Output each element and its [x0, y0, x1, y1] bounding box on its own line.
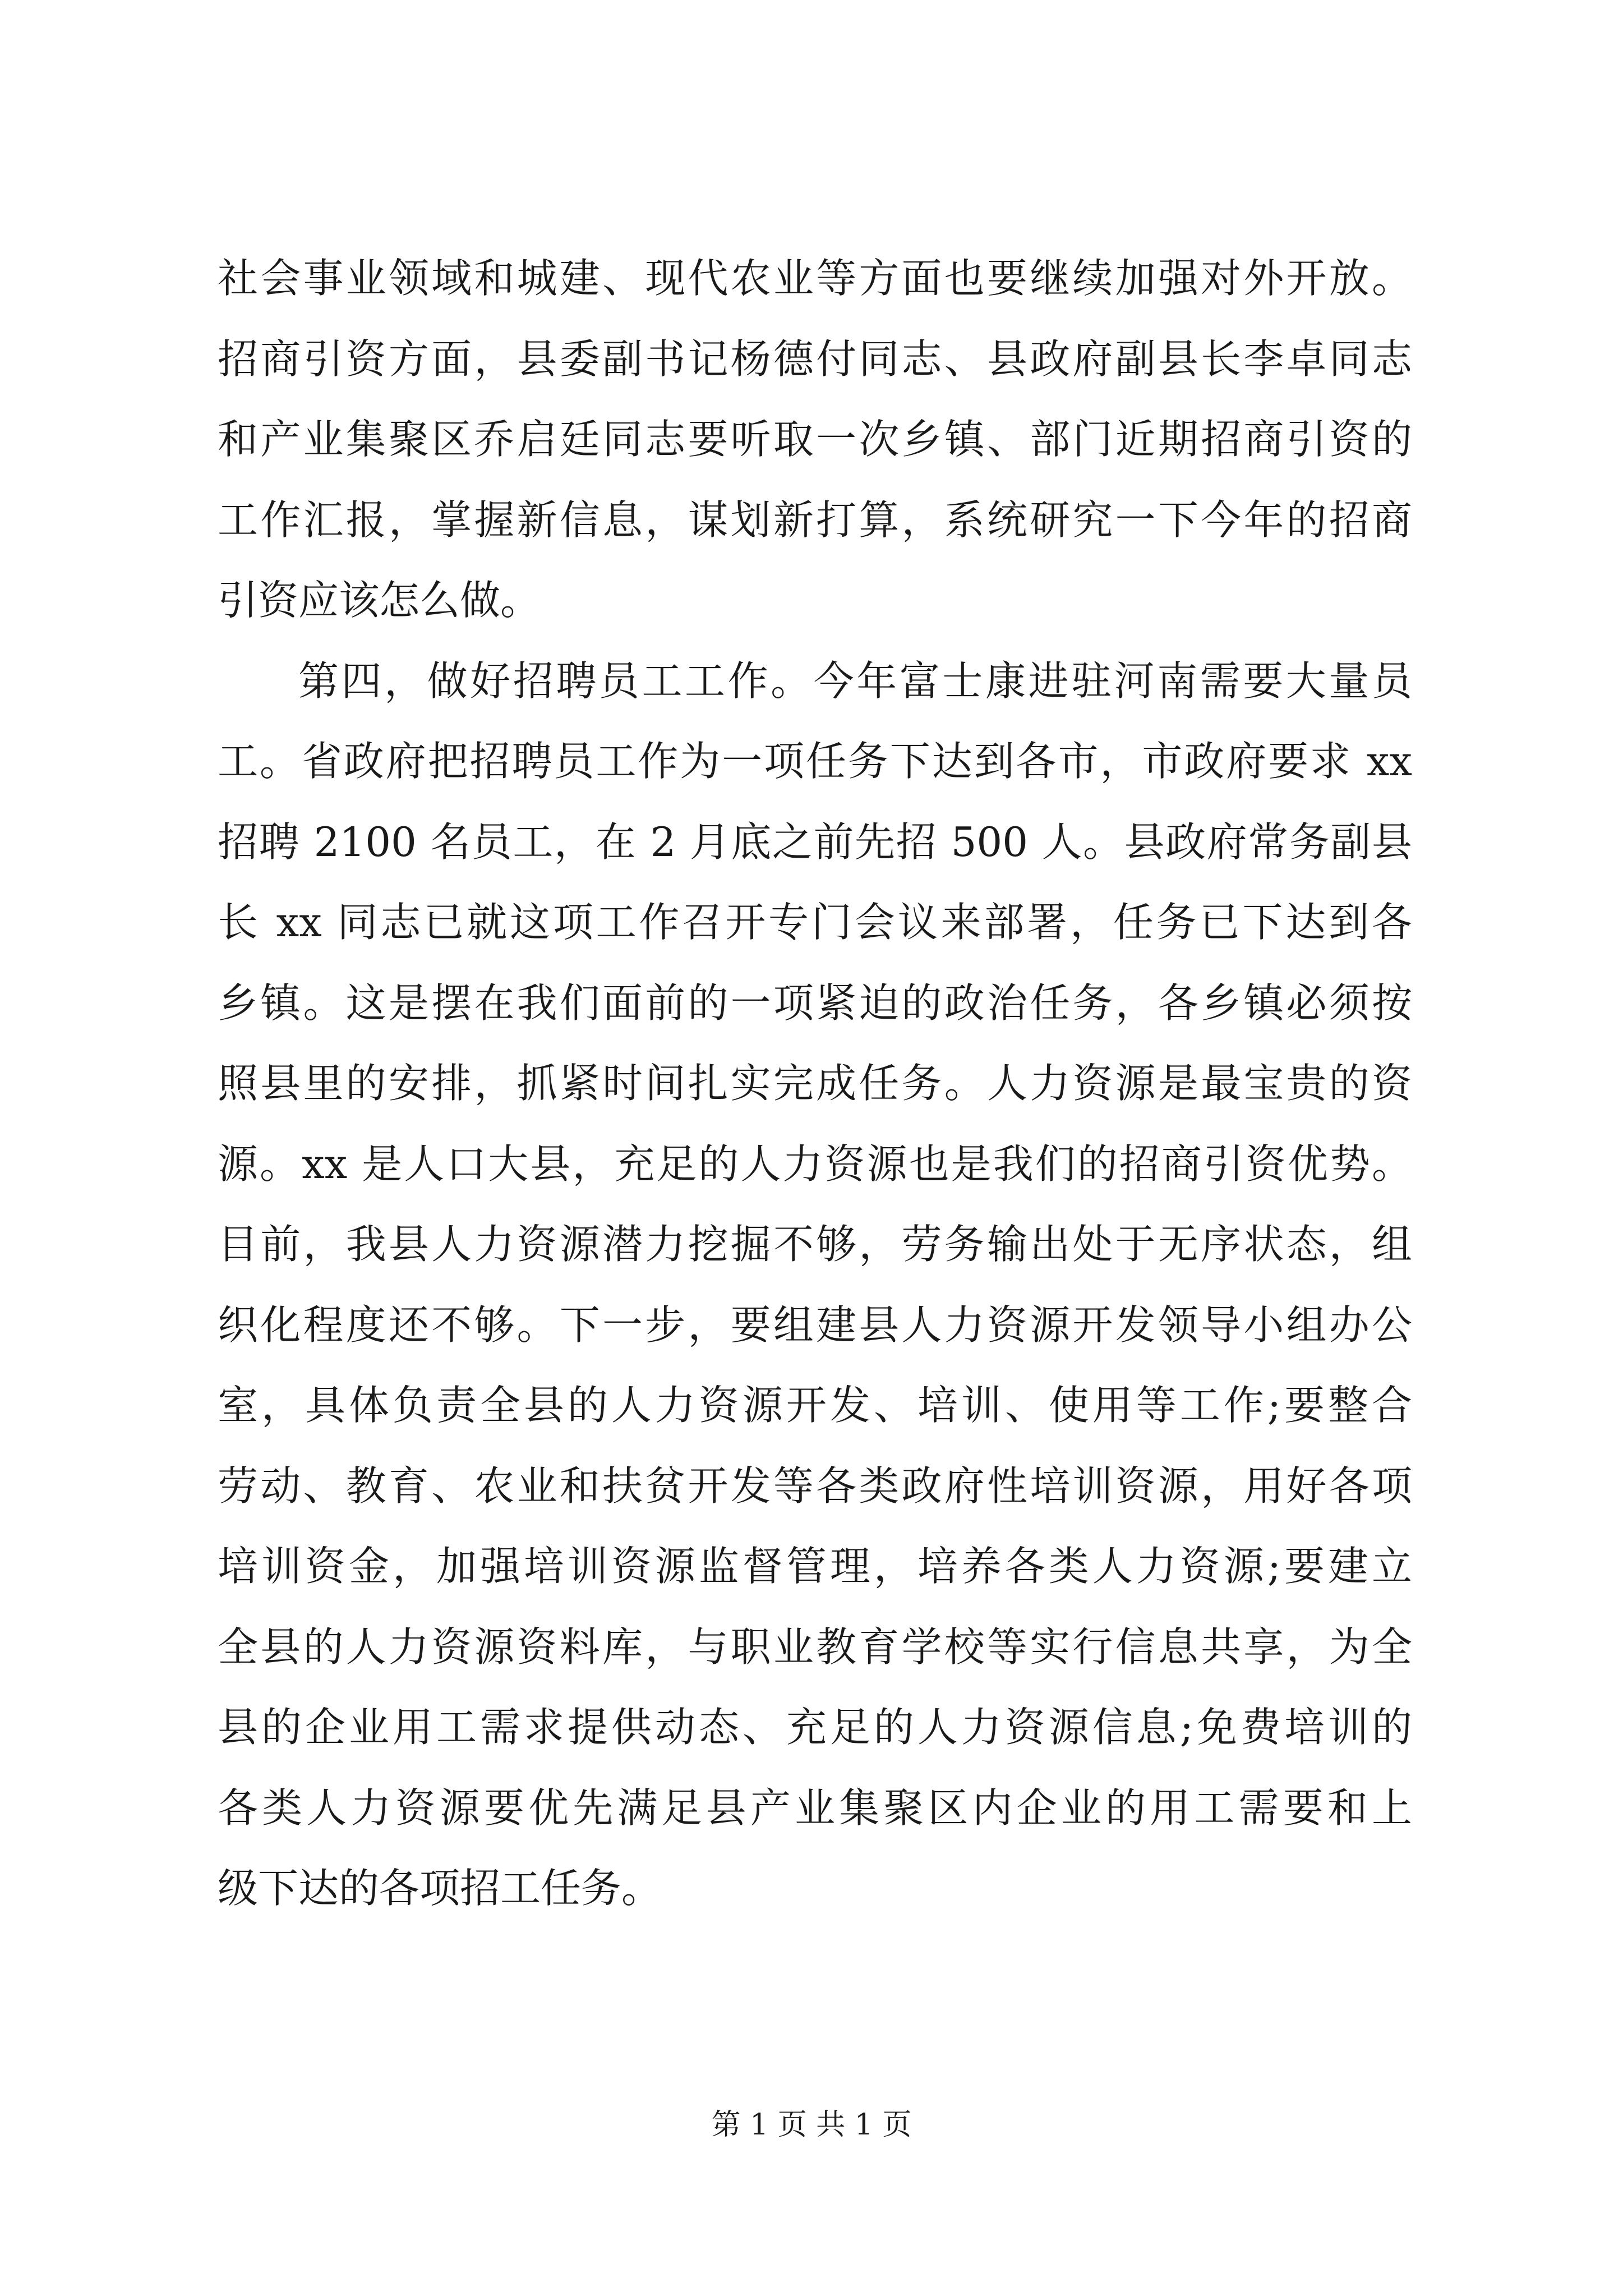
text-line: 长 xx 同志已就这项工作召开专门会议来部署，任务已下达到各	[218, 899, 1412, 946]
text-line: 各类人力资源要优先满足县产业集聚区内企业的用工需要和上	[218, 1784, 1412, 1832]
text-line: 招聘 2100 名员工，在 2 月底之前先招 500 人。县政府常务副县	[218, 818, 1412, 866]
text-line: 级下达的各项招工任务。	[218, 1865, 662, 1912]
text-line: 引资应该怎么做。	[218, 577, 541, 624]
text-line: 室，具体负责全县的人力资源开发、培训、使用等工作;要整合	[218, 1382, 1412, 1429]
text-line: 县的企业用工需求提供动态、充足的人力资源信息;免费培训的	[218, 1704, 1412, 1751]
text-line: 目前，我县人力资源潜力挖掘不够，劳务输出处于无序状态，组	[218, 1221, 1412, 1268]
text-line: 社会事业领域和城建、现代农业等方面也要继续加强对外开放。	[218, 255, 1412, 302]
document-body	[218, 238, 1412, 1929]
text-line: 织化程度还不够。下一步，要组建县人力资源开发领导小组办公	[218, 1301, 1412, 1349]
text-line: 工。省政府把招聘员工作为一项任务下达到各市，市政府要求 xx	[218, 738, 1412, 785]
page-number-footer: 第 1 页 共 1 页	[711, 2108, 912, 2142]
text-line: 培训资金，加强培训资源监督管理，培养各类人力资源;要建立	[218, 1543, 1412, 1590]
text-line: 和产业集聚区乔启廷同志要听取一次乡镇、部门近期招商引资的	[218, 416, 1412, 463]
paragraph-start-line: 第四，做好招聘员工工作。今年富士康进驻河南需要大量员	[298, 657, 1412, 705]
text-line: 源。xx 是人口大县，充足的人力资源也是我们的招商引资优势。	[218, 1140, 1412, 1188]
text-line: 全县的人力资源资料库，与职业教育学校等实行信息共享，为全	[218, 1623, 1412, 1671]
text-line: 招商引资方面，县委副书记杨德付同志、县政府副县长李卓同志	[218, 335, 1412, 383]
text-line: 劳动、教育、农业和扶贫开发等各类政府性培训资源，用好各项	[218, 1462, 1412, 1510]
text-line: 工作汇报，掌握新信息，谋划新打算，系统研究一下今年的招商	[218, 496, 1412, 544]
text-line: 照县里的安排，抓紧时间扎实完成任务。人力资源是最宝贵的资	[218, 1060, 1412, 1107]
text-line: 乡镇。这是摆在我们面前的一项紧迫的政治任务，各乡镇必须按	[218, 979, 1412, 1027]
